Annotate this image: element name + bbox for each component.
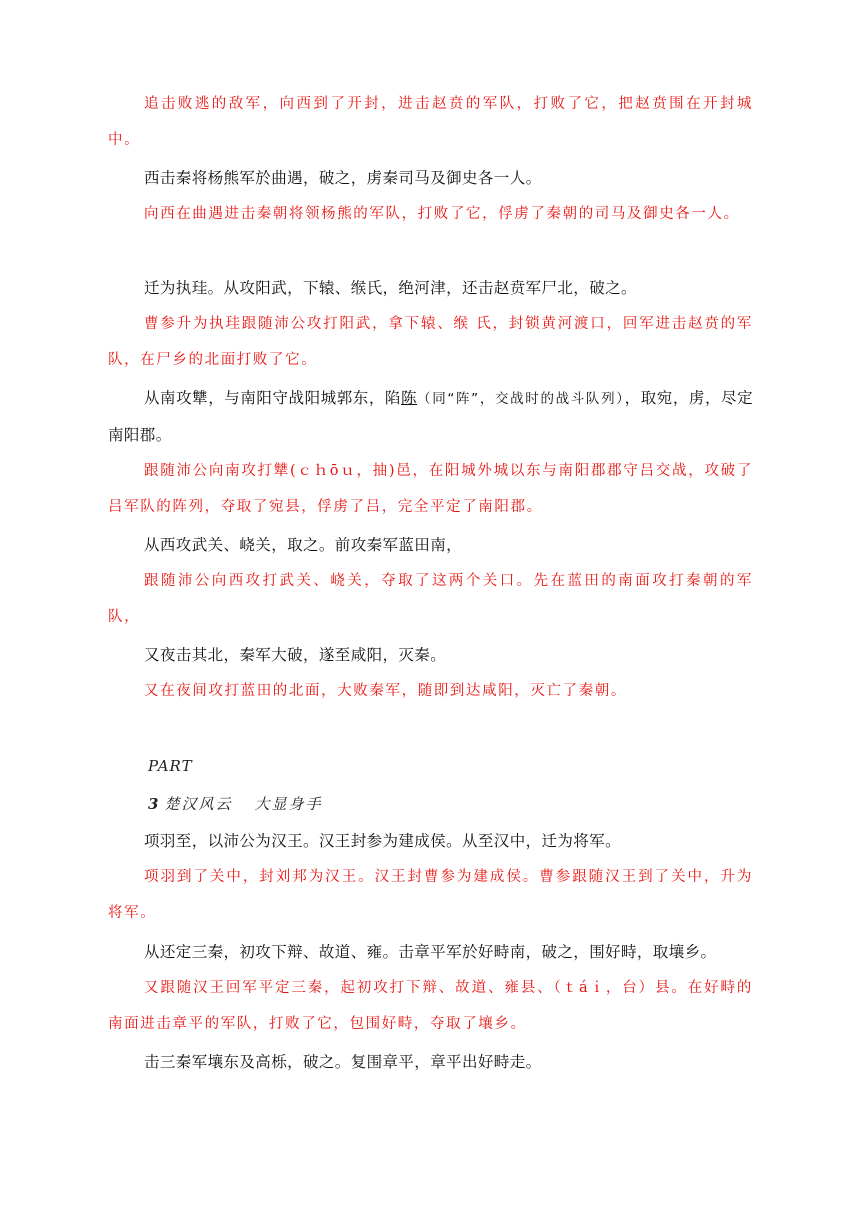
original-text-paragraph: 又夜击其北，秦军大破，遂至咸阳，灭秦。: [144, 646, 447, 664]
original-text-paragraph: 击三秦军壤东及高栎，破之。复围章平，章平出好畤走。: [144, 1053, 542, 1071]
translation-paragraph: 跟随沛公向西攻打武关、峣关，夺取了这两个关口。先在蓝田的南面攻打秦朝的军队，: [108, 573, 753, 625]
section-title-a: 楚汉风云: [164, 795, 233, 813]
original-text-paragraph: 迁为执珪。从攻阳武，下辕、缑氏，绝河津，还击赵贲军尸北，破之。: [144, 279, 637, 297]
original-text-paragraph: 从西攻武关、峣关，取之。前攻秦军蓝田南，: [144, 536, 463, 554]
original-text-paragraph: 从还定三秦，初攻下辩、故道、雍。击章平军於好畤南，破之，围好畤，取壤乡。: [144, 943, 717, 961]
translation-paragraph: 又在夜间攻打蓝田的北面，大败秦军，随即到达咸阳，灭亡了秦朝。: [144, 683, 627, 699]
translation-paragraph: 向西在曲遇进击秦朝将领杨熊的军队，打败了它，俘虏了秦朝的司马及御史各一人。: [144, 206, 740, 222]
original-text-paragraph: 西击秦将杨熊军於曲遇，破之，虏秦司马及御史各一人。: [144, 169, 542, 187]
underlined-character: 陈: [400, 389, 418, 407]
original-text-paragraph: [108, 380, 753, 453]
original-text-segment: ，取宛，虏，尽定南阳郡。: [108, 389, 753, 444]
original-text-paragraph: 项羽至，以沛公为汉王。汉王封参为建成侯。从至汉中，迁为将军。: [144, 832, 622, 850]
inline-note: （同“阵”，交战时的战斗队列）: [417, 391, 625, 407]
section-heading: [148, 793, 322, 814]
original-text-segment: 从南攻犨，与南阳守战阳城郭东，陷: [144, 389, 401, 407]
section-title-b: 大显身手: [254, 795, 323, 813]
translation-paragraph: 项羽到了关中，封刘邦为汉王。汉王封曹参为建成侯。曹参跟随汉王到了关中，升为将军。: [108, 869, 753, 921]
translation-paragraph: 曹参升为执珪跟随沛公攻打阳武，拿下辕、缑 氏，封锁黄河渡口，回军进击赵贲的军队，在尸乡的北面打败了它。: [108, 316, 753, 368]
translation-paragraph: 追击败逃的敌军，向西到了开封，进击赵贲的军队，打败了它，把赵贲围在开封城中。: [108, 96, 753, 148]
translation-paragraph: 又跟随汉王回军平定三秦，起初攻打下辩、故道、雍县、（ｔáｉ，台）县。在好畤的南面进击章平的军队，打败了它，包围好畤，夺取了壤乡。: [108, 980, 753, 1032]
part-label: PART: [148, 757, 193, 775]
translation-paragraph: 跟随沛公向南攻打犨(ｃｈōｕ，抽)邑，在阳城外城以东与南阳郡郡守吕交战，攻破了吕军队的阵列，夺取了宛县，俘虏了吕，完全平定了南阳郡。: [108, 463, 753, 515]
section-number: 3: [148, 795, 161, 813]
